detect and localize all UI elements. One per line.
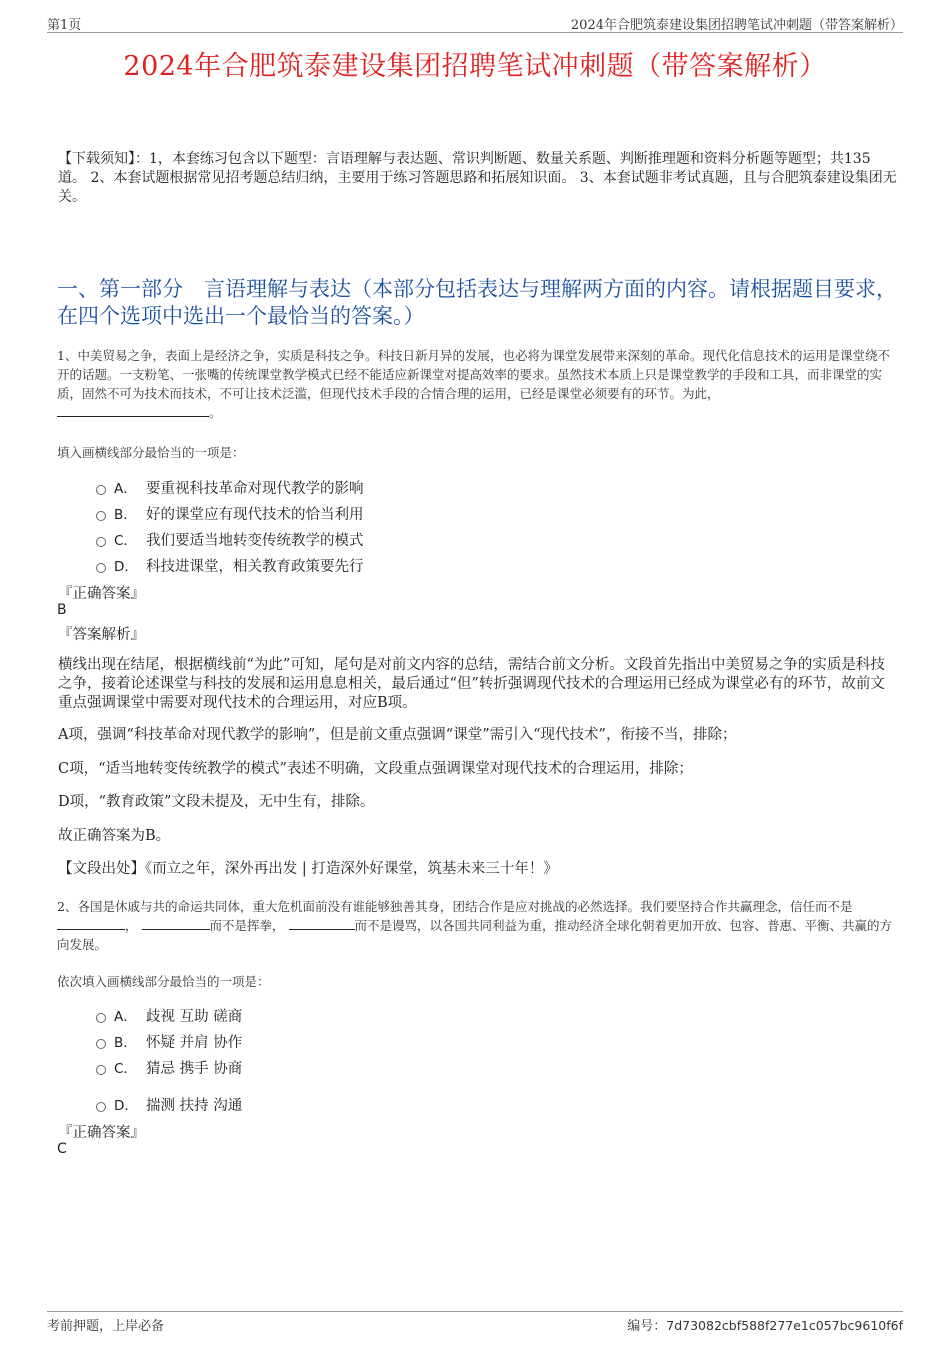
answer-blank-2 (142, 917, 210, 930)
radio-icon[interactable] (96, 1039, 106, 1049)
radio-icon[interactable] (96, 537, 106, 547)
radio-icon[interactable] (96, 511, 106, 521)
correct-answer-label-2: 『正确答案』 (58, 1125, 145, 1141)
document-title: 2024年合肥筑泰建设集团招聘笔试冲刺题（带答案解析） (123, 51, 827, 82)
footer-rule (47, 1311, 903, 1312)
q2-option-d[interactable]: D． 揣测 扶持 沟通 (96, 1094, 242, 1115)
radio-icon[interactable] (96, 485, 106, 495)
analysis-paragraph: 横线出现在结尾，根据横线前“为此”可知，尾句是对前文内容的总结，需结合前文分析。文段首先指出中美贸易之争的实质是科技之争，接着论述课堂与科技的发展和运用息息相关，最后通过“但”转折强调现代技术的合理运用已经成为课堂必有的环节，故前文重点强调课堂中需要对现代技术的合理运用，对应B项。 (58, 657, 885, 711)
analysis-option-a: A项，强调“科技革命对现代教学的影响”，但是前文重点强调“课堂”需引入“现代技术”，衔接不当，排除； (58, 727, 737, 743)
correct-answer: B (57, 602, 67, 618)
q1-option-b[interactable]: B． 好的课堂应有现代技术的恰当利用 (96, 503, 364, 524)
q2-option-b[interactable]: B． 怀疑 并肩 协作 (96, 1031, 242, 1052)
page-header (47, 14, 903, 33)
correct-answer-2: C (57, 1141, 67, 1157)
text-source: 【文段出处】《而立之年，深外再出发 | 打造深外好课堂，筑基未来三十年！》 (58, 861, 558, 877)
q2-option-c[interactable]: C． 猜忌 携手 协商 (96, 1057, 242, 1078)
question-2-stem: 2、各国是休戚与共的命运共同体，重大危机面前没有谁能够独善其身，团结合作是应对挑战的必然选择。我们要坚持合作共赢理念，信任而不是 ， 而不是挥拳， 而不是谩骂，以各国共同利益为重，推动经济全球化朝着更加开放、包容、普惠、平衡、共赢的方向发展。 (57, 899, 893, 952)
q1-option-c[interactable]: C． 我们要适当地转变传统教学的模式 (96, 529, 364, 550)
answer-blank-1 (57, 917, 125, 930)
analysis-label: 『答案解析』 (58, 627, 145, 643)
question-2-prompt: 依次填入画横线部分最恰当的一项是： (57, 974, 270, 989)
q1-option-a[interactable]: A． 要重视科技革命对现代教学的影响 (96, 477, 364, 498)
question-1-stem: 1、中美贸易之争，表面上是经济之争，实质是科技之争。科技日新月异的发展，也必将为课堂发展带来深刻的革命。现代化信息技术的运用是课堂绕不开的话题。一支粉笔、一张嘴的传统课堂教学模式已经不能适应新课堂对提高效率的要求。虽然技术本质上只是课堂教学的手段和工具，而非课堂的实质，固然不可为技术而技术，不可让技术泛滥，但现代技术手段的合情合理的运用，已经是课堂必须要有的环节。为此， 。 (57, 348, 890, 420)
question-1-prompt: 填入画横线部分最恰当的一项是： (57, 445, 245, 460)
radio-icon[interactable] (96, 1102, 106, 1112)
answer-blank-3 (289, 917, 355, 930)
radio-icon[interactable] (96, 1013, 106, 1023)
correct-answer-label: 『正确答案』 (58, 586, 145, 602)
analysis-option-d: D项，“教育政策”文段未提及，无中生有，排除。 (58, 794, 375, 810)
footer-code: 编号：7d73082cbf588f277e1c057bc9610f6f (627, 1318, 903, 1334)
answer-blank (57, 404, 209, 417)
download-notice: 【下载须知】：1，本套练习包含以下题型：言语理解与表达题、常识判断题、数量关系题、判断推理题和资料分析题等题型；共135道。 2、本套试题根据常见招考题总结归纳，主要用于练习答题思路和拓展知识面。 3、本套试题非考试真题，且与合肥筑泰建设集团无关。 (58, 151, 897, 205)
analysis-option-c: C项，“适当地转变传统教学的模式”表述不明确，文段重点强调课堂对现代技术的合理运用，排除； (58, 761, 693, 777)
q1-option-d[interactable]: D． 科技进课堂，相关教育政策要先行 (96, 555, 364, 576)
analysis-conclusion: 故正确答案为B。 (58, 828, 171, 844)
radio-icon[interactable] (96, 563, 106, 573)
q2-option-a[interactable]: A． 歧视 互助 磋商 (96, 1005, 242, 1026)
page-number: 第1页 (47, 18, 82, 33)
header-doc-title: 2024年合肥筑泰建设集团招聘笔试冲刺题（带答案解析） (570, 18, 903, 33)
radio-icon[interactable] (96, 1065, 106, 1075)
footer-slogan: 考前押题，上岸必备 (47, 1319, 165, 1334)
section-heading: 一、第一部分 言语理解与表达（本部分包括表达与理解两方面的内容。请根据题目要求，在四个选项中选出一个最恰当的答案。） (57, 277, 897, 328)
